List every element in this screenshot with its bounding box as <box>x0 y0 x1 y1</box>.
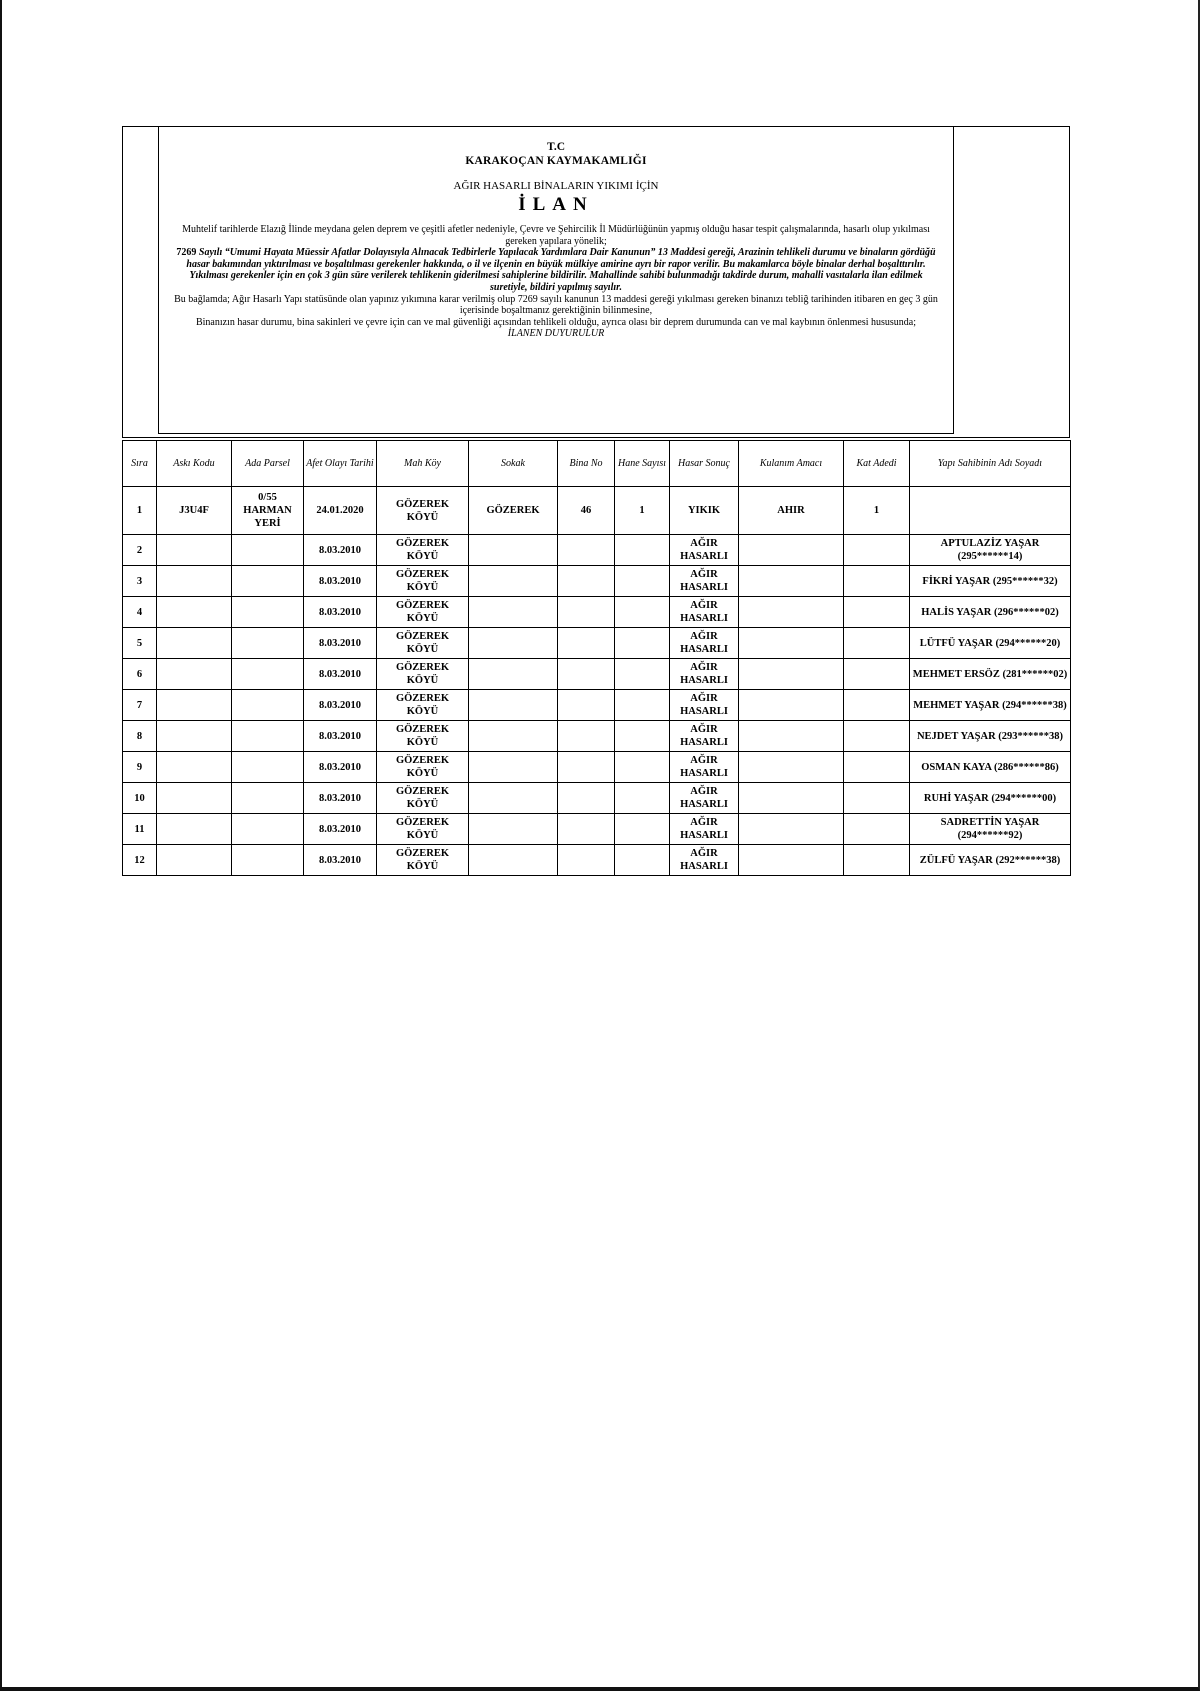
table-row <box>123 845 1071 876</box>
cell-yapi-sahibi: MEHMET ERSÖZ (281******02) <box>910 659 1071 690</box>
cell-yapi-sahibi: SADRETTİN YAŞAR (294******92) <box>910 814 1071 845</box>
header-subject: AĞIR HASARLI BİNALARIN YIKIMI İÇİN <box>453 180 659 192</box>
notice-paragraph-3: Bu bağlamda; Ağır Hasarlı Yapı statüsünde olan yapınız yıkımına karar verilmiş olup 7269 sayılı kanunun 13 maddesi gereği yıkılması gereken binanızı tebliğ tarihinden itibaren en geç 3 gün içerisinde boşaltmanız gerektiğinin bilinmesine, <box>174 293 938 317</box>
cell-ada-parsel <box>232 535 304 566</box>
table-row <box>123 628 1071 659</box>
cell-ada-parsel: 0/55 HARMAN YERİ <box>232 487 304 535</box>
cell-yapi-sahibi <box>910 487 1071 535</box>
cell-aski-kodu <box>157 845 232 876</box>
cell-kat-adedi <box>844 597 910 628</box>
buildings-table <box>122 440 1071 876</box>
cell-hane-sayisi <box>615 752 670 783</box>
cell-sokak <box>469 783 558 814</box>
cell-aski-kodu <box>157 690 232 721</box>
cell-sira: 4 <box>123 597 157 628</box>
cell-hasar-sonuc: AĞIR HASARLI <box>670 814 739 845</box>
cell-hasar-sonuc: AĞIR HASARLI <box>670 690 739 721</box>
cell-bina-no <box>558 845 615 876</box>
cell-kullanim-amaci <box>739 566 844 597</box>
cell-afet-tarihi: 8.03.2010 <box>304 566 377 597</box>
cell-hasar-sonuc: AĞIR HASARLI <box>670 783 739 814</box>
cell-bina-no <box>558 690 615 721</box>
notice-paragraph-2 <box>173 247 939 293</box>
cell-sira: 1 <box>123 487 157 535</box>
cell-sira: 12 <box>123 845 157 876</box>
cell-sira: 11 <box>123 814 157 845</box>
cell-sokak <box>469 659 558 690</box>
cell-sokak <box>469 721 558 752</box>
cell-kat-adedi <box>844 814 910 845</box>
cell-hane-sayisi <box>615 628 670 659</box>
cell-kullanim-amaci <box>739 535 844 566</box>
cell-aski-kodu <box>157 566 232 597</box>
cell-hane-sayisi <box>615 659 670 690</box>
cell-ada-parsel <box>232 597 304 628</box>
cell-hasar-sonuc: AĞIR HASARLI <box>670 535 739 566</box>
cell-hasar-sonuc: AĞIR HASARLI <box>670 752 739 783</box>
cell-hane-sayisi <box>615 814 670 845</box>
col-header-kat-adedi: Kat Adedi <box>844 441 910 487</box>
cell-hane-sayisi <box>615 721 670 752</box>
cell-sira: 10 <box>123 783 157 814</box>
cell-kat-adedi <box>844 659 910 690</box>
cell-mah-koy: GÖZEREK KÖYÜ <box>377 783 469 814</box>
cell-sira: 8 <box>123 721 157 752</box>
cell-kullanim-amaci <box>739 752 844 783</box>
cell-mah-koy: GÖZEREK KÖYÜ <box>377 721 469 752</box>
cell-aski-kodu: J3U4F <box>157 487 232 535</box>
cell-yapi-sahibi: OSMAN KAYA (286******86) <box>910 752 1071 783</box>
cell-bina-no <box>558 566 615 597</box>
header-ilan: İLAN <box>518 194 594 215</box>
cell-yapi-sahibi: ZÜLFÜ YAŞAR (292******38) <box>910 845 1071 876</box>
cell-mah-koy: GÖZEREK KÖYÜ <box>377 566 469 597</box>
cell-sokak <box>469 628 558 659</box>
cell-yapi-sahibi: NEJDET YAŞAR (293******38) <box>910 721 1071 752</box>
cell-aski-kodu <box>157 659 232 690</box>
cell-sokak <box>469 535 558 566</box>
cell-bina-no <box>558 628 615 659</box>
cell-aski-kodu <box>157 535 232 566</box>
cell-hane-sayisi <box>615 566 670 597</box>
cell-kullanim-amaci <box>739 721 844 752</box>
cell-afet-tarihi: 8.03.2010 <box>304 628 377 659</box>
cell-hasar-sonuc: AĞIR HASARLI <box>670 628 739 659</box>
cell-hane-sayisi: 1 <box>615 487 670 535</box>
cell-kat-adedi <box>844 566 910 597</box>
cell-yapi-sahibi: APTULAZİZ YAŞAR (295******14) <box>910 535 1071 566</box>
cell-kat-adedi <box>844 752 910 783</box>
cell-mah-koy: GÖZEREK KÖYÜ <box>377 628 469 659</box>
table-row <box>123 814 1071 845</box>
cell-bina-no <box>558 721 615 752</box>
header-tc: T.C <box>547 141 565 153</box>
cell-hane-sayisi <box>615 690 670 721</box>
cell-aski-kodu <box>157 628 232 659</box>
table-row <box>123 535 1071 566</box>
notice-paragraph-1: Muhtelif tarihlerde Elazığ İlinde meydana gelen deprem ve çeşitli afetler nedeniyle, Çevre ve Şehircilik İl Müdürlüğünün yapmış olduğu hasar tespit çalışmalarında, hasarlı olup yıkılması gereken yapılara yönelik; <box>182 224 930 247</box>
cell-kullanim-amaci <box>739 628 844 659</box>
cell-ada-parsel <box>232 628 304 659</box>
col-header-aski-kodu: Askı Kodu <box>157 441 232 487</box>
cell-aski-kodu <box>157 752 232 783</box>
cell-afet-tarihi: 8.03.2010 <box>304 783 377 814</box>
cell-hasar-sonuc: AĞIR HASARLI <box>670 597 739 628</box>
cell-mah-koy: GÖZEREK KÖYÜ <box>377 659 469 690</box>
cell-hane-sayisi <box>615 597 670 628</box>
col-header-bina-no: Bina No <box>558 441 615 487</box>
cell-kullanim-amaci <box>739 690 844 721</box>
table-header-row <box>123 441 1071 487</box>
cell-bina-no <box>558 535 615 566</box>
col-header-sira: Sıra <box>123 441 157 487</box>
cell-mah-koy: GÖZEREK KÖYÜ <box>377 814 469 845</box>
col-header-yapi-sahibi: Yapı Sahibinin Adı Soyadı <box>910 441 1071 487</box>
cell-aski-kodu <box>157 814 232 845</box>
cell-yapi-sahibi: MEHMET YAŞAR (294******38) <box>910 690 1071 721</box>
cell-yapi-sahibi: LÜTFÜ YAŞAR (294******20) <box>910 628 1071 659</box>
cell-kullanim-amaci <box>739 814 844 845</box>
cell-kullanim-amaci <box>739 597 844 628</box>
cell-sokak <box>469 566 558 597</box>
cell-afet-tarihi: 8.03.2010 <box>304 752 377 783</box>
cell-kullanim-amaci <box>739 659 844 690</box>
cell-afet-tarihi: 8.03.2010 <box>304 690 377 721</box>
col-header-hane-sayisi: Hane Sayısı <box>615 441 670 487</box>
cell-sira: 5 <box>123 628 157 659</box>
table-row <box>123 597 1071 628</box>
col-header-kullanim-amaci: Kulanım Amacı <box>739 441 844 487</box>
table-row <box>123 721 1071 752</box>
cell-ada-parsel <box>232 659 304 690</box>
cell-kat-adedi: 1 <box>844 487 910 535</box>
cell-afet-tarihi: 8.03.2010 <box>304 597 377 628</box>
cell-ada-parsel <box>232 690 304 721</box>
table-row <box>123 783 1071 814</box>
cell-afet-tarihi: 8.03.2010 <box>304 845 377 876</box>
law-number: 7269 <box>176 247 197 259</box>
notice-paragraph-4: Binanızın hasar durumu, bina sakinleri ve çevre için can ve mal güvenliği açısından tehlikeli olduğu, ayrıca olası bir deprem durumunda can ve mal kaybının önlenmesi hususunda; <box>195 316 917 328</box>
table-row <box>123 659 1071 690</box>
cell-sokak <box>469 752 558 783</box>
cell-hasar-sonuc: AĞIR HASARLI <box>670 659 739 690</box>
col-header-afet-tarihi: Afet Olayı Tarihi <box>304 441 377 487</box>
cell-sira: 7 <box>123 690 157 721</box>
cell-afet-tarihi: 8.03.2010 <box>304 535 377 566</box>
cell-afet-tarihi: 8.03.2010 <box>304 721 377 752</box>
cell-sira: 9 <box>123 752 157 783</box>
cell-bina-no <box>558 597 615 628</box>
cell-yapi-sahibi: HALİS YAŞAR (296******02) <box>910 597 1071 628</box>
cell-kat-adedi <box>844 535 910 566</box>
cell-ada-parsel <box>232 845 304 876</box>
cell-kullanim-amaci <box>739 783 844 814</box>
col-header-mah-koy: Mah Köy <box>377 441 469 487</box>
col-header-hasar-sonuc: Hasar Sonuç <box>670 441 739 487</box>
cell-kat-adedi <box>844 690 910 721</box>
notice-box <box>158 126 954 434</box>
cell-aski-kodu <box>157 783 232 814</box>
table-row <box>123 690 1071 721</box>
cell-hane-sayisi <box>615 783 670 814</box>
notice-closing: İLANEN DUYURULUR <box>507 328 605 340</box>
cell-aski-kodu <box>157 597 232 628</box>
cell-bina-no: 46 <box>558 487 615 535</box>
cell-kat-adedi <box>844 845 910 876</box>
cell-hasar-sonuc: AĞIR HASARLI <box>670 566 739 597</box>
cell-kat-adedi <box>844 783 910 814</box>
cell-yapi-sahibi: FİKRİ YAŞAR (295******32) <box>910 566 1071 597</box>
cell-mah-koy: GÖZEREK KÖYÜ <box>377 597 469 628</box>
table-row <box>123 752 1071 783</box>
cell-mah-koy: GÖZEREK KÖYÜ <box>377 487 469 535</box>
cell-bina-no <box>558 752 615 783</box>
cell-sokak <box>469 690 558 721</box>
cell-sokak <box>469 597 558 628</box>
cell-sokak <box>469 814 558 845</box>
cell-ada-parsel <box>232 752 304 783</box>
cell-bina-no <box>558 783 615 814</box>
cell-sokak <box>469 845 558 876</box>
cell-kat-adedi <box>844 721 910 752</box>
table-row <box>123 487 1071 535</box>
col-header-sokak: Sokak <box>469 441 558 487</box>
cell-ada-parsel <box>232 783 304 814</box>
cell-mah-koy: GÖZEREK KÖYÜ <box>377 690 469 721</box>
cell-hasar-sonuc: YIKIK <box>670 487 739 535</box>
cell-ada-parsel <box>232 814 304 845</box>
cell-mah-koy: GÖZEREK KÖYÜ <box>377 845 469 876</box>
cell-sira: 2 <box>123 535 157 566</box>
col-header-ada-parsel: Ada Parsel <box>232 441 304 487</box>
cell-afet-tarihi: 24.01.2020 <box>304 487 377 535</box>
cell-kullanim-amaci <box>739 845 844 876</box>
cell-bina-no <box>558 814 615 845</box>
cell-yapi-sahibi: RUHİ YAŞAR (294******00) <box>910 783 1071 814</box>
cell-ada-parsel <box>232 721 304 752</box>
header-authority: KARAKOÇAN KAYMAKAMLIĞI <box>465 155 647 167</box>
cell-hasar-sonuc: AĞIR HASARLI <box>670 845 739 876</box>
cell-sira: 6 <box>123 659 157 690</box>
cell-hasar-sonuc: AĞIR HASARLI <box>670 721 739 752</box>
cell-afet-tarihi: 8.03.2010 <box>304 659 377 690</box>
cell-mah-koy: GÖZEREK KÖYÜ <box>377 752 469 783</box>
cell-aski-kodu <box>157 721 232 752</box>
cell-sira: 3 <box>123 566 157 597</box>
cell-kat-adedi <box>844 628 910 659</box>
cell-hane-sayisi <box>615 845 670 876</box>
cell-kullanim-amaci: AHIR <box>739 487 844 535</box>
cell-mah-koy: GÖZEREK KÖYÜ <box>377 535 469 566</box>
law-text: Sayılı “Umumi Hayata Müessir Afatlar Dolayısıyla Alınacak Tedbirlerle Yapılacak Yardımlara Dair Kanunun” 13 Maddesi gereği, Arazinin tehlikeli durumu ve binaların gördüğü hasar bakımından yıktırılması ve boşaltılması gerekenler hakkında, o il ve ilçenin en büyük mülkiye amirine ayrı bir rapor verilir. Bu makamlarca böyle binalar derhal boşalttırılır. Yıkılması gerekenler için en çok 3 gün süre verilerek tehlikenin giderilmesi sahiplerine bildirilir. Mahallinde sahibi bulunmadığı takdirde durum, mahalli vasıtalarla ilan edilmek suretiyle, bildiri yapılmış sayılır. <box>186 247 936 293</box>
cell-afet-tarihi: 8.03.2010 <box>304 814 377 845</box>
cell-ada-parsel <box>232 566 304 597</box>
notice-body <box>173 224 939 340</box>
cell-hane-sayisi <box>615 535 670 566</box>
cell-bina-no <box>558 659 615 690</box>
table-row <box>123 566 1071 597</box>
cell-sokak: GÖZEREK <box>469 487 558 535</box>
